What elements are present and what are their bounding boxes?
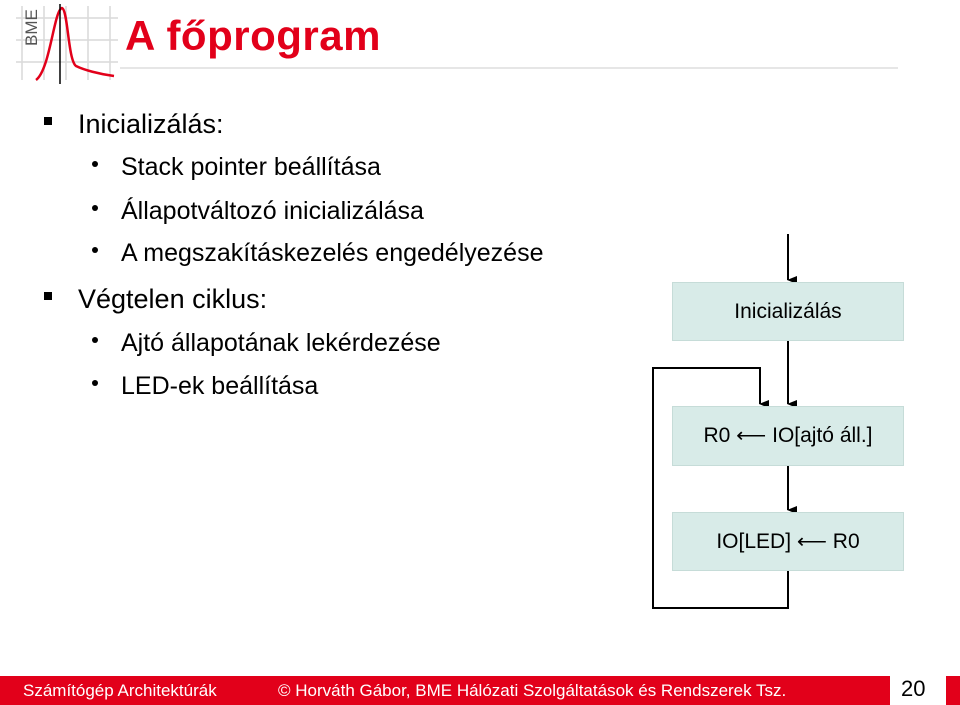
bullet-icon [92,247,98,253]
footer-bar [0,676,960,705]
footer-copyright: © Horváth Gábor, BME Hálózati Szolgáltatások és Rendszerek Tsz. [278,681,787,700]
slide-title: A főprogram [125,12,381,59]
logo-text: BME [22,9,41,46]
flowchart [640,228,920,628]
flow-box-read-door-label: R0 ⟵ IO[ajtó áll.] [703,424,873,447]
square-bullet-icon [44,292,52,300]
page-number-box [890,672,946,705]
bullet-icon [92,161,98,167]
sub-list-item-text: Állapotváltozó inicializálása [121,197,424,225]
sub-list-item-text: A megszakításkezelés engedélyezése [121,239,544,267]
bme-logo [14,0,124,86]
flow-box-write-led-label: IO[LED] ⟵ R0 [716,530,860,553]
bullet-icon [92,380,98,386]
list-item-text: Végtelen ciklus: [78,284,268,314]
bullet-icon [92,205,98,211]
list-item-text: Inicializálás: [78,109,224,139]
footer-course: Számítógép Architektúrák [23,681,217,700]
flow-box-init [672,282,904,341]
bullet-icon [92,337,98,343]
square-bullet-icon [44,117,52,125]
flow-box-write-led [672,512,904,571]
page-number: 20 [901,676,926,701]
flow-box-read-door [672,406,904,466]
sub-list-item-text: Ajtó állapotának lekérdezése [121,329,441,357]
loop-back-line [653,368,788,608]
flow-box-init-label: Inicializálás [734,300,842,323]
sub-list-item-text: LED-ek beállítása [121,372,319,400]
sub-list-item-text: Stack pointer beállítása [121,153,381,181]
title-divider [120,67,898,69]
